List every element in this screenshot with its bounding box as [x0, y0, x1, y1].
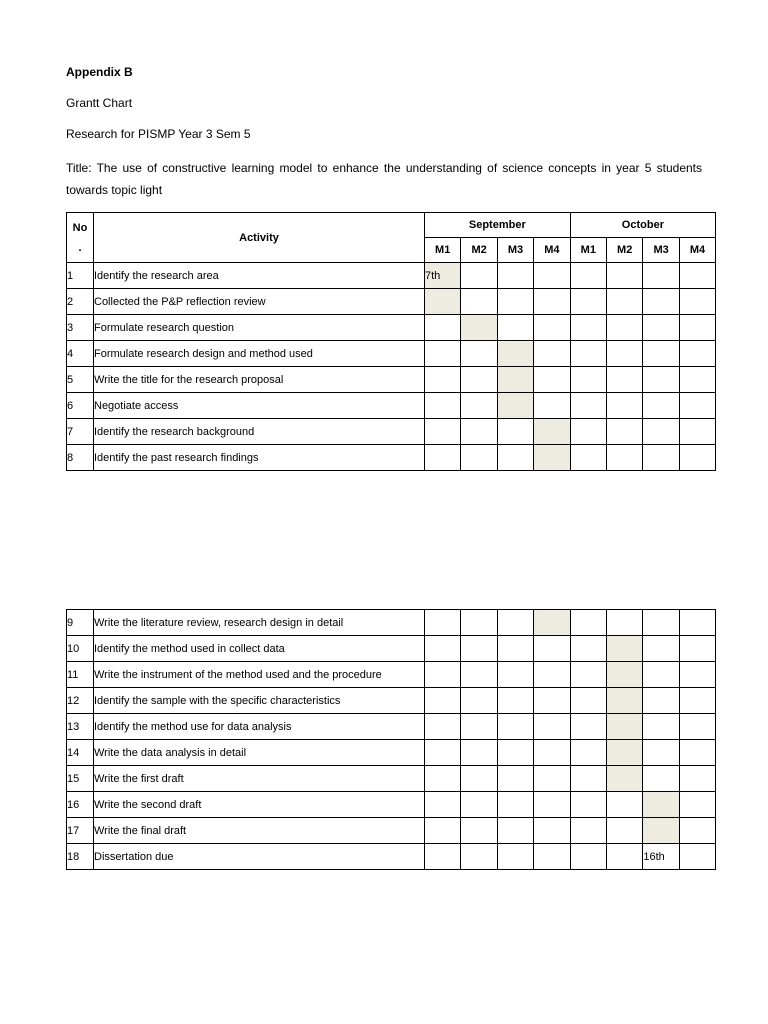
schedule-cell — [643, 341, 679, 367]
schedule-cell — [570, 662, 606, 688]
schedule-cell — [497, 792, 533, 818]
schedule-cell — [679, 445, 715, 471]
schedule-cell-active — [643, 792, 679, 818]
schedule-cell — [461, 341, 497, 367]
row-number: 1 — [67, 263, 94, 289]
row-number: 15 — [67, 766, 94, 792]
schedule-cell — [425, 688, 461, 714]
row-number: 14 — [67, 740, 94, 766]
schedule-cell — [425, 740, 461, 766]
schedule-cell-active — [606, 636, 642, 662]
activity-cell: Write the data analysis in detail — [94, 740, 425, 766]
project-label: Research for PISMP Year 3 Sem 5 — [66, 127, 251, 141]
column-header-no: No . — [67, 213, 94, 263]
chart-subtitle: Grantt Chart — [66, 96, 133, 110]
schedule-cell — [497, 445, 533, 471]
row-number: 5 — [67, 367, 94, 393]
schedule-cell — [425, 315, 461, 341]
schedule-cell — [461, 393, 497, 419]
row-number: 6 — [67, 393, 94, 419]
schedule-cell — [643, 688, 679, 714]
schedule-cell-active — [606, 740, 642, 766]
schedule-cell — [425, 792, 461, 818]
research-title: Title: The use of constructive learning model to enhance the understanding of science concepts in year 5 students towards topic light — [66, 161, 702, 197]
week-header: M3 — [497, 238, 533, 263]
schedule-cell — [679, 792, 715, 818]
table-row — [67, 818, 716, 844]
schedule-cell — [679, 419, 715, 445]
gantt-table-part-2 — [66, 609, 716, 870]
schedule-cell — [461, 367, 497, 393]
schedule-cell — [570, 636, 606, 662]
schedule-cell — [461, 445, 497, 471]
schedule-cell — [643, 740, 679, 766]
schedule-cell — [497, 263, 533, 289]
activity-cell: Identify the research background — [94, 419, 425, 445]
schedule-cell — [607, 445, 643, 471]
schedule-cell — [570, 315, 606, 341]
activity-cell: Formulate research design and method used — [94, 341, 425, 367]
schedule-cell — [607, 393, 643, 419]
schedule-cell-active — [534, 445, 570, 471]
schedule-cell — [534, 315, 570, 341]
month-header-october: October — [570, 213, 716, 238]
schedule-cell — [607, 263, 643, 289]
schedule-cell — [534, 792, 570, 818]
schedule-cell — [461, 419, 497, 445]
activity-cell: Dissertation due — [94, 844, 425, 870]
schedule-cell — [679, 610, 715, 636]
schedule-cell — [461, 766, 497, 792]
schedule-cell — [570, 289, 606, 315]
schedule-cell — [461, 740, 497, 766]
row-number: 4 — [67, 341, 94, 367]
schedule-cell — [534, 289, 570, 315]
schedule-cell — [497, 289, 533, 315]
activity-cell: Identify the method use for data analysis — [94, 714, 425, 740]
table-row — [67, 740, 716, 766]
schedule-cell — [534, 662, 570, 688]
schedule-cell — [679, 740, 715, 766]
schedule-cell — [679, 263, 715, 289]
activity-cell: Write the first draft — [94, 766, 425, 792]
row-number: 17 — [67, 818, 94, 844]
schedule-cell — [425, 714, 461, 740]
schedule-cell — [461, 289, 497, 315]
schedule-cell — [570, 740, 606, 766]
activity-cell: Identify the method used in collect data — [94, 636, 425, 662]
month-header-september: September — [425, 213, 571, 238]
week-header: M1 — [425, 238, 461, 263]
schedule-cell — [461, 662, 497, 688]
activity-cell: Write the instrument of the method used and the procedure — [94, 662, 425, 688]
schedule-cell-active — [497, 367, 533, 393]
schedule-cell — [679, 636, 715, 662]
schedule-cell-active — [606, 662, 642, 688]
schedule-cell — [534, 341, 570, 367]
schedule-cell — [643, 766, 679, 792]
schedule-cell — [679, 367, 715, 393]
table-row — [67, 393, 716, 419]
schedule-cell-active — [606, 688, 642, 714]
row-number: 16 — [67, 792, 94, 818]
schedule-cell — [425, 662, 461, 688]
schedule-cell — [643, 445, 679, 471]
schedule-cell-active: 7th — [425, 263, 461, 289]
schedule-cell — [570, 445, 606, 471]
schedule-cell — [679, 844, 715, 870]
schedule-cell — [497, 740, 533, 766]
week-header: M4 — [679, 238, 715, 263]
schedule-cell — [607, 315, 643, 341]
schedule-cell — [606, 818, 642, 844]
schedule-cell — [643, 714, 679, 740]
schedule-cell-active — [606, 766, 642, 792]
schedule-cell — [425, 610, 461, 636]
activity-cell: Identify the past research findings — [94, 445, 425, 471]
schedule-cell — [534, 393, 570, 419]
row-number: 9 — [67, 610, 94, 636]
schedule-cell — [643, 263, 679, 289]
schedule-cell — [534, 688, 570, 714]
row-number: 3 — [67, 315, 94, 341]
schedule-cell — [425, 419, 461, 445]
schedule-cell — [607, 419, 643, 445]
row-number: 7 — [67, 419, 94, 445]
schedule-cell-active — [497, 341, 533, 367]
table-row — [67, 714, 716, 740]
row-number: 18 — [67, 844, 94, 870]
schedule-cell — [643, 315, 679, 341]
schedule-cell — [534, 740, 570, 766]
schedule-cell — [497, 844, 533, 870]
table-row — [67, 610, 716, 636]
schedule-cell — [679, 662, 715, 688]
schedule-cell — [497, 419, 533, 445]
schedule-cell — [497, 636, 533, 662]
activity-cell: Write the second draft — [94, 792, 425, 818]
week-header: M2 — [607, 238, 643, 263]
week-header: M4 — [534, 238, 570, 263]
schedule-cell — [534, 844, 570, 870]
schedule-cell — [425, 367, 461, 393]
schedule-cell — [606, 844, 642, 870]
schedule-cell — [570, 818, 606, 844]
week-header: M3 — [643, 238, 679, 263]
schedule-cell — [606, 792, 642, 818]
schedule-cell — [679, 341, 715, 367]
schedule-cell — [570, 393, 606, 419]
week-header: M2 — [461, 238, 497, 263]
schedule-cell — [461, 818, 497, 844]
schedule-cell — [679, 315, 715, 341]
schedule-cell — [679, 393, 715, 419]
schedule-cell — [461, 844, 497, 870]
schedule-cell — [497, 315, 533, 341]
schedule-cell — [534, 766, 570, 792]
schedule-cell — [461, 792, 497, 818]
schedule-cell-active — [425, 289, 461, 315]
schedule-cell — [570, 419, 606, 445]
schedule-cell — [425, 393, 461, 419]
schedule-cell — [461, 714, 497, 740]
schedule-cell — [570, 367, 606, 393]
schedule-cell — [643, 662, 679, 688]
row-number: 11 — [67, 662, 94, 688]
schedule-cell-active — [643, 818, 679, 844]
schedule-cell — [534, 263, 570, 289]
schedule-cell — [643, 367, 679, 393]
schedule-cell — [570, 341, 606, 367]
schedule-cell — [679, 714, 715, 740]
appendix-heading: Appendix B — [66, 65, 133, 79]
schedule-cell — [425, 636, 461, 662]
row-number: 10 — [67, 636, 94, 662]
schedule-cell — [679, 289, 715, 315]
schedule-cell-active — [497, 393, 533, 419]
schedule-cell — [679, 688, 715, 714]
activity-cell: Identify the sample with the specific characteristics — [94, 688, 425, 714]
schedule-cell — [461, 636, 497, 662]
schedule-cell — [570, 766, 606, 792]
schedule-cell — [570, 792, 606, 818]
row-number: 2 — [67, 289, 94, 315]
table-row — [67, 662, 716, 688]
schedule-cell-active — [534, 419, 570, 445]
schedule-cell — [534, 367, 570, 393]
schedule-cell — [679, 766, 715, 792]
row-number: 13 — [67, 714, 94, 740]
table-row — [67, 792, 716, 818]
schedule-cell — [643, 636, 679, 662]
schedule-cell — [497, 714, 533, 740]
schedule-cell — [425, 445, 461, 471]
activity-cell: Negotiate access — [94, 393, 425, 419]
schedule-cell — [570, 263, 606, 289]
schedule-cell — [679, 818, 715, 844]
schedule-cell — [461, 610, 497, 636]
schedule-cell — [643, 289, 679, 315]
table-row — [67, 263, 716, 289]
schedule-cell — [643, 393, 679, 419]
activity-cell: Write the title for the research proposal — [94, 367, 425, 393]
schedule-cell — [643, 419, 679, 445]
activity-cell: Write the literature review, research design in detail — [94, 610, 425, 636]
schedule-cell-active — [606, 714, 642, 740]
schedule-cell-active — [461, 315, 497, 341]
table-row — [67, 315, 716, 341]
schedule-cell — [570, 688, 606, 714]
table-row — [67, 688, 716, 714]
activity-cell: Formulate research question — [94, 315, 425, 341]
schedule-cell — [461, 688, 497, 714]
schedule-cell — [607, 341, 643, 367]
table-row — [67, 844, 716, 870]
row-number: 8 — [67, 445, 94, 471]
schedule-cell — [497, 818, 533, 844]
activity-cell: Write the final draft — [94, 818, 425, 844]
table-row — [67, 419, 716, 445]
schedule-cell — [643, 610, 679, 636]
row-number: 12 — [67, 688, 94, 714]
schedule-cell — [607, 367, 643, 393]
schedule-cell — [497, 610, 533, 636]
schedule-cell — [606, 610, 642, 636]
table-row — [67, 341, 716, 367]
table-row — [67, 289, 716, 315]
schedule-cell — [534, 714, 570, 740]
table-row — [67, 766, 716, 792]
schedule-cell — [570, 844, 606, 870]
schedule-cell — [425, 844, 461, 870]
schedule-cell — [570, 610, 606, 636]
schedule-cell — [497, 662, 533, 688]
week-header: M1 — [570, 238, 606, 263]
column-header-activity: Activity — [94, 213, 425, 263]
schedule-cell — [570, 714, 606, 740]
gantt-table-part-1 — [66, 212, 716, 471]
schedule-cell — [425, 766, 461, 792]
schedule-cell — [425, 341, 461, 367]
table-row — [67, 636, 716, 662]
schedule-cell — [607, 289, 643, 315]
schedule-cell — [425, 818, 461, 844]
table-row — [67, 445, 716, 471]
schedule-cell: 16th — [643, 844, 679, 870]
schedule-cell-active — [534, 610, 570, 636]
schedule-cell — [497, 766, 533, 792]
schedule-cell — [497, 688, 533, 714]
schedule-cell — [461, 263, 497, 289]
activity-cell: Collected the P&P reflection review — [94, 289, 425, 315]
table-row — [67, 367, 716, 393]
schedule-cell — [534, 818, 570, 844]
activity-cell: Identify the research area — [94, 263, 425, 289]
schedule-cell — [534, 636, 570, 662]
